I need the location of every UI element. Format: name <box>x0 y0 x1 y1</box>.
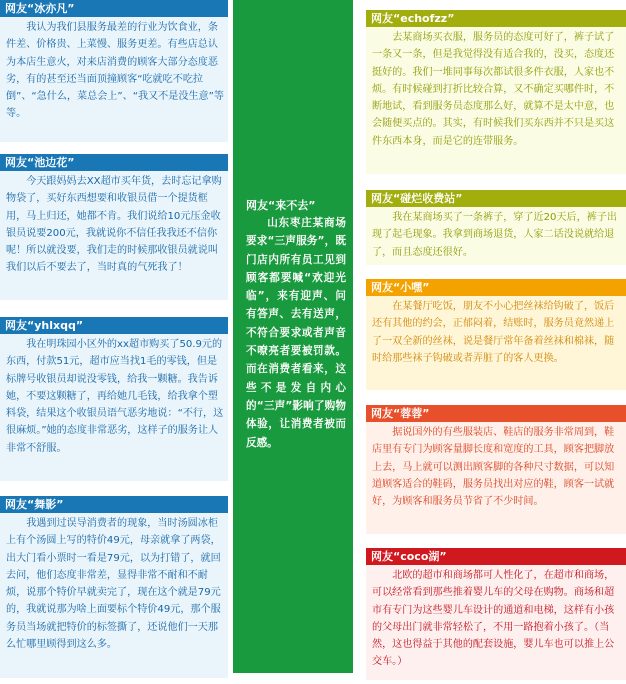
comment-card <box>366 10 626 174</box>
comment-card <box>0 154 228 300</box>
comment-card <box>366 405 626 534</box>
comment-card <box>0 317 228 481</box>
comment-author: 网友“舞影” <box>0 496 228 513</box>
comment-card <box>366 190 626 265</box>
comment-author: 网友“冰亦凡” <box>0 0 228 17</box>
comment-card <box>366 279 626 390</box>
comment-text: 我在某商场买了一条裤子，穿了近20天后，裤子出现了起毛现象。我拿到商场退货，人家二话没说就给退了，而且态度还很好。 <box>366 207 626 265</box>
comment-text: 山东枣庄某商场要求“三声服务”，既门店内所有员工见到顾客都要喊“欢迎光临”，来有迎声、问有答声、去有送声，不符合要求或者声音不嘹亮者要被罚款。而在消费者看来，这些不是发自内心的“三声”影响了购物体验，让消费者被而反感。 <box>246 217 346 449</box>
comment-author: 网友“小嘿” <box>366 279 626 296</box>
comment-text: 我认为我们县服务最差的行业为饮食业，条件差、价格贵、上菜慢、服务更差。有些店总认为本店生意火，对来店消费的顾客大部分态度恶劣，有的甚至还当面顶撞顾客“吃就吃不吃拉倒”、“急什么，菜总会上”、“我又不是没生意”等等。 <box>0 17 228 142</box>
comment-author: 网友“coco湖” <box>366 548 626 565</box>
comment-text: 据说国外的有些服装店、鞋店的服务非常周到，鞋店里有专门为顾客量脚长度和宽度的工具，顾客把脚放上去，马上就可以测出顾客脚的各种尺寸数据，可以知道顾客适合的鞋码，服务员找出对应的鞋，顾客一试就好，为顾客和服务员节省了不少时间。 <box>366 422 626 534</box>
comment-card <box>366 548 626 680</box>
comment-author: 网友“yhlxqq” <box>0 317 228 334</box>
comment-text: 我在明珠园小区外的xx超市购买了50.9元的东西，付款51元，超市应当找1毛的零钱，但是标牌号收银员却说没零钱，给我一颗糖。我告诉她，不要这颗糖了，再给她几毛钱，给我拿个塑料袋，结果这个收银员语气恶劣地说：“不行，这很麻烦。”她的态度非常恶劣，这样子的服务让人非常不舒服。 <box>0 334 228 481</box>
comment-text: 在某餐厅吃饭，朋友不小心把丝袜给钩破了，饭后还有其他的约会，正郁闷着，结账时，服务员竟然递上了一双全新的丝袜，说是餐厅常年备着丝袜和棉袜，随时给那些袜子钩破或者弄脏了的客人更换。 <box>366 296 626 390</box>
comment-text: 北欧的超市和商场都可人性化了，在超市和商场，可以经常看到那些推着婴儿车的父母在购物。商场和超市有专门为这些婴儿车设计的通道和电梯，这样有小孩的父母出门就非常轻松了，不用一路抱着小孩了。（当然，这也得益于其他的配套设施，婴儿车也可以推上公交车。） <box>366 565 626 680</box>
comment-author: 网友“池边花” <box>0 154 228 171</box>
comment-author: 网友“碰烂收费站” <box>366 190 626 207</box>
comment-author: 网友“来不去” <box>246 199 316 212</box>
comment-author: 网友“echofzz” <box>366 10 626 27</box>
center-feature <box>233 0 353 673</box>
comment-card <box>0 0 228 142</box>
comment-text: 去某商场买衣服，服务员的态度可好了，裤子试了一条又一条，但是我觉得没有适合我的，没买，态度还挺好的。我们一堆同事每次都试很多件衣服，人家也不烦。有时候碰到打折比较合算，又不确定买哪件时，不断地试，看到服务员态度那么好，就算不是太中意，也会随便买点的。其实，有时候我们买东西并不只是买这件东西本身，而是它的连带服务。 <box>366 27 626 174</box>
comment-text: 今天跟妈妈去XX超市买年货，去时忘记拿购物袋了，买好东西想要和收银员借一个提货框用，马上归还，她都不肯。我们说给10元压金收银员说要200元，我就说你不信任我我还不信你呢！所以就没要，我们走的时候那收银员就说叫我们以后不要去了，当时真的气死我了！ <box>0 171 228 300</box>
comment-text: 我遇到过误导消费者的现象，当时汤圆冰柜上有个汤圆上写的特价49元，母亲就拿了两袋，出大门看小票时一看是79元，以为打错了，就回去问，他们态度非常差，显得非常不耐和不耐烦，说那个特价早就卖完了，现在这个就是79元的，我就说那为啥上面要标个特价49元，那个服务员当场就把特价的标签撕了，还说他们一天那么忙哪里顾得到这么多。 <box>0 513 228 678</box>
comment-author: 网友“蓉蓉” <box>366 405 626 422</box>
comment-card <box>0 496 228 678</box>
